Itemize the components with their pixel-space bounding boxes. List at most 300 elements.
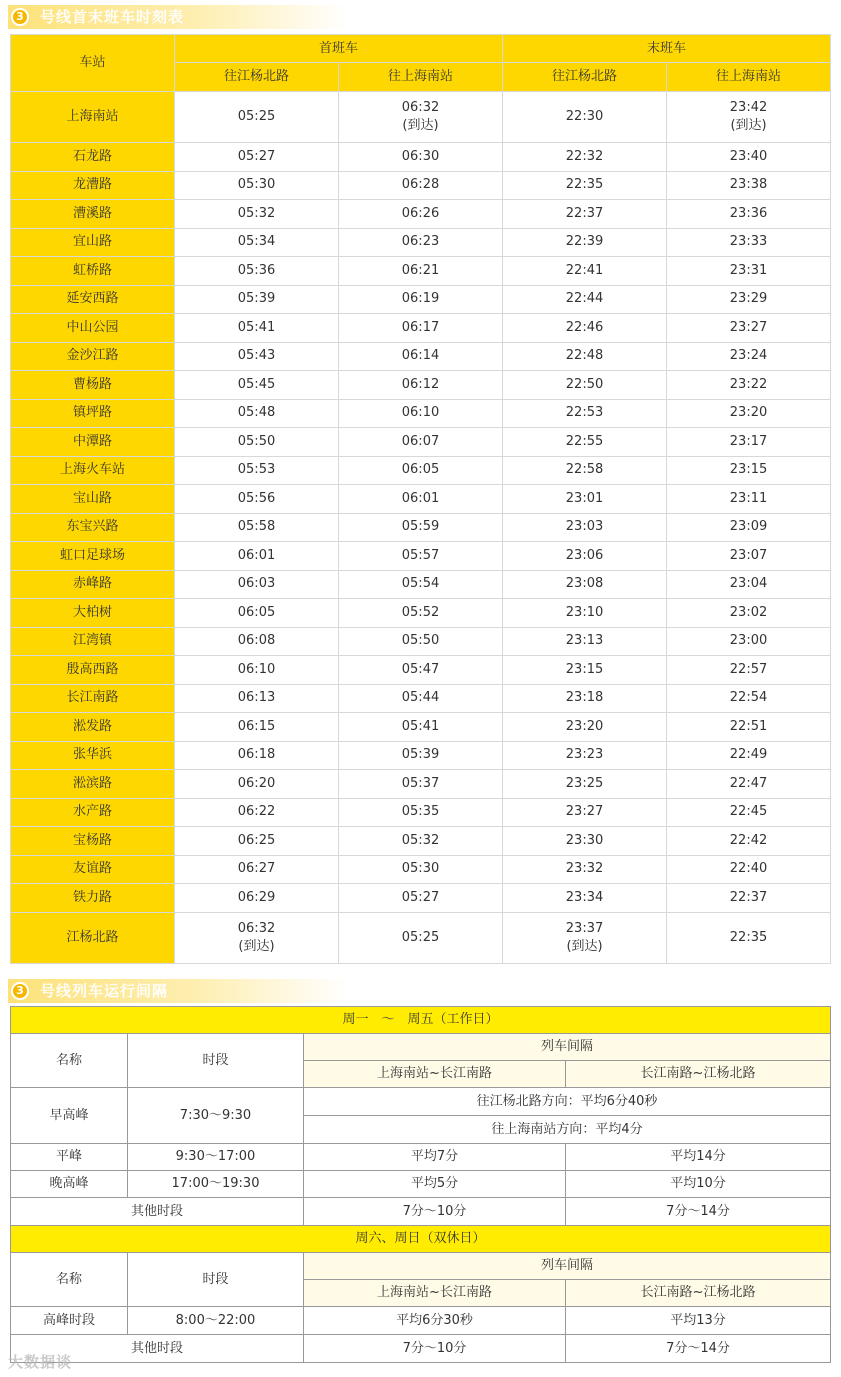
time-value: 23:15 xyxy=(565,661,604,677)
time-value: 23:40 xyxy=(729,148,768,164)
first-north-time xyxy=(175,285,339,314)
interval-section-title: 号线列车运行间隔 xyxy=(40,982,169,1000)
last-north-time xyxy=(503,171,667,200)
last-north-time xyxy=(503,684,667,713)
last-north-time xyxy=(503,656,667,685)
first-north-time xyxy=(175,741,339,770)
last-north-time xyxy=(503,599,667,628)
first-south-time xyxy=(339,456,503,485)
time-value: 22:40 xyxy=(729,861,768,877)
weekend-other-b: 7分～14分 xyxy=(566,1335,831,1363)
table-row xyxy=(11,884,831,913)
table-row xyxy=(11,912,831,963)
last-south-time xyxy=(667,855,831,884)
last-south-time xyxy=(667,485,831,514)
weekend-other-name: 其他时段 xyxy=(11,1335,304,1363)
line-number-badge: 3 xyxy=(11,8,29,26)
weekend-other-a: 7分～10分 xyxy=(304,1335,566,1363)
time-value: 23:01 xyxy=(565,490,604,506)
off-peak-name: 平峰 xyxy=(11,1144,128,1171)
time-value: 05:44 xyxy=(401,690,440,706)
time-value: 22:39 xyxy=(565,234,604,250)
last-north-time xyxy=(503,92,667,143)
time-value: 06:19 xyxy=(401,291,440,307)
station-name: 镇坪路 xyxy=(11,399,175,428)
arrival-note: (到达) xyxy=(238,938,275,954)
time-value: 23:02 xyxy=(729,604,768,620)
weekend-peak-a: 平均6分30秒 xyxy=(304,1307,566,1335)
time-value: 06:13 xyxy=(237,690,276,706)
morning-peak-dir1: 往江杨北路方向：平均6分40秒 xyxy=(304,1088,831,1116)
time-value: 22:45 xyxy=(729,804,768,820)
station-name: 张华浜 xyxy=(11,741,175,770)
first-north-time xyxy=(175,92,339,143)
first-south-time xyxy=(339,371,503,400)
first-south-time xyxy=(339,827,503,856)
time-value: 22:47 xyxy=(729,775,768,791)
time-value: 23:31 xyxy=(729,262,768,278)
time-value: 23:38 xyxy=(729,177,768,193)
last-north-time xyxy=(503,399,667,428)
station-name: 宝山路 xyxy=(11,485,175,514)
last-south-time xyxy=(667,371,831,400)
interval-section-header xyxy=(8,979,348,1003)
last-south-time xyxy=(667,257,831,286)
first-north-time xyxy=(175,228,339,257)
last-north-time xyxy=(503,627,667,656)
time-value: 23:09 xyxy=(729,519,768,535)
station-name: 水产路 xyxy=(11,798,175,827)
time-value: 23:06 xyxy=(565,547,604,563)
time-value: 05:37 xyxy=(401,775,440,791)
first-north-time xyxy=(175,143,339,172)
last-south-time xyxy=(667,92,831,143)
weekday-band: 周一 ～ 周五（工作日） xyxy=(11,1007,831,1034)
last-train-header: 末班车 xyxy=(503,35,831,63)
last-south-time xyxy=(667,171,831,200)
time-value: 06:28 xyxy=(401,177,440,193)
segment-a-header: 上海南站~长江南路 xyxy=(304,1280,566,1307)
weekend-peak-time: 8:00～22:00 xyxy=(128,1307,304,1335)
last-north-time xyxy=(503,912,667,963)
first-north-time xyxy=(175,342,339,371)
time-value: 05:25 xyxy=(237,109,276,124)
first-north-time xyxy=(175,570,339,599)
time-value: 06:23 xyxy=(401,234,440,250)
station-name: 铁力路 xyxy=(11,884,175,913)
first-south-time xyxy=(339,884,503,913)
first-south-time xyxy=(339,399,503,428)
timetable-body xyxy=(11,92,831,964)
time-value: 22:32 xyxy=(565,148,604,164)
name-header: 名称 xyxy=(11,1253,128,1307)
time-value: 23:27 xyxy=(729,319,768,335)
timetable-section-header xyxy=(8,5,348,29)
station-name: 中潭路 xyxy=(11,428,175,457)
table-row xyxy=(11,684,831,713)
interval-header: 列车间隔 xyxy=(304,1253,831,1280)
time-value: 05:48 xyxy=(237,405,276,421)
time-value: 05:41 xyxy=(237,319,276,335)
table-row xyxy=(11,741,831,770)
first-train-to-shanghai-south-header: 往上海南站 xyxy=(339,63,503,92)
time-value: 23:37 xyxy=(565,920,604,936)
station-name: 延安西路 xyxy=(11,285,175,314)
time-value: 05:41 xyxy=(401,718,440,734)
time-value: 06:25 xyxy=(237,832,276,848)
last-south-time xyxy=(667,570,831,599)
table-row xyxy=(11,827,831,856)
station-name: 赤峰路 xyxy=(11,570,175,599)
station-name: 虹桥路 xyxy=(11,257,175,286)
first-north-time xyxy=(175,371,339,400)
time-value: 05:50 xyxy=(237,433,276,449)
time-value: 23:30 xyxy=(565,832,604,848)
first-north-time xyxy=(175,798,339,827)
time-value: 23:15 xyxy=(729,462,768,478)
time-value: 06:20 xyxy=(237,775,276,791)
first-south-time xyxy=(339,513,503,542)
time-value: 22:46 xyxy=(565,319,604,335)
time-value: 06:32 xyxy=(237,920,276,936)
time-value: 22:51 xyxy=(729,718,768,734)
time-value: 22:53 xyxy=(565,405,604,421)
table-row xyxy=(11,570,831,599)
time-value: 22:37 xyxy=(729,889,768,905)
time-value: 23:13 xyxy=(565,633,604,649)
time-value: 06:01 xyxy=(401,490,440,506)
station-name: 江湾镇 xyxy=(11,627,175,656)
table-row xyxy=(11,485,831,514)
morning-peak-name: 早高峰 xyxy=(11,1088,128,1144)
time-value: 06:05 xyxy=(237,604,276,620)
time-value: 23:10 xyxy=(565,604,604,620)
table-row xyxy=(11,342,831,371)
first-south-time xyxy=(339,627,503,656)
weekend-peak-b: 平均13分 xyxy=(566,1307,831,1335)
first-north-time xyxy=(175,770,339,799)
time-value: 06:27 xyxy=(237,861,276,877)
last-south-time xyxy=(667,399,831,428)
time-value: 05:54 xyxy=(401,576,440,592)
first-south-time xyxy=(339,228,503,257)
time-value: 06:22 xyxy=(237,804,276,820)
segment-b-header: 长江南路~江杨北路 xyxy=(566,1061,831,1088)
weekend-band: 周六、周日（双休日） xyxy=(11,1226,831,1253)
time-value: 23:36 xyxy=(729,205,768,221)
station-name: 殷高西路 xyxy=(11,656,175,685)
time-value: 06:03 xyxy=(237,576,276,592)
period-header: 时段 xyxy=(128,1253,304,1307)
time-value: 05:27 xyxy=(401,889,440,905)
time-value: 23:11 xyxy=(729,490,768,506)
time-value: 05:35 xyxy=(401,804,440,820)
last-south-time xyxy=(667,228,831,257)
time-value: 06:17 xyxy=(401,319,440,335)
time-value: 23:29 xyxy=(729,291,768,307)
last-north-time xyxy=(503,342,667,371)
last-south-time xyxy=(667,513,831,542)
time-value: 06:01 xyxy=(237,547,276,563)
time-value: 06:29 xyxy=(237,889,276,905)
time-value: 22:49 xyxy=(729,747,768,763)
first-south-time xyxy=(339,741,503,770)
first-south-time xyxy=(339,257,503,286)
last-south-time xyxy=(667,342,831,371)
station-name: 中山公园 xyxy=(11,314,175,343)
time-value: 05:39 xyxy=(401,747,440,763)
time-value: 22:35 xyxy=(729,929,768,945)
first-south-time xyxy=(339,143,503,172)
time-value: 05:58 xyxy=(237,519,276,535)
table-row xyxy=(11,627,831,656)
last-north-time xyxy=(503,143,667,172)
last-north-time xyxy=(503,228,667,257)
station-name: 宜山路 xyxy=(11,228,175,257)
time-value: 06:14 xyxy=(401,348,440,364)
time-value: 05:56 xyxy=(237,490,276,506)
last-train-to-shanghai-south-header: 往上海南站 xyxy=(667,63,831,92)
segment-a-header: 上海南站~长江南路 xyxy=(304,1061,566,1088)
last-south-time xyxy=(667,314,831,343)
time-value: 22:35 xyxy=(565,177,604,193)
weekend-peak-name: 高峰时段 xyxy=(11,1307,128,1335)
table-row xyxy=(11,171,831,200)
first-north-time xyxy=(175,627,339,656)
table-row xyxy=(11,314,831,343)
morning-peak-dir2: 往上海南站方向：平均4分 xyxy=(304,1116,831,1144)
first-south-time xyxy=(339,855,503,884)
time-value: 22:57 xyxy=(729,661,768,677)
time-value: 05:45 xyxy=(237,376,276,392)
last-south-time xyxy=(667,798,831,827)
time-value: 05:36 xyxy=(237,262,276,278)
off-peak-b: 平均14分 xyxy=(566,1144,831,1171)
time-value: 23:17 xyxy=(729,433,768,449)
station-name: 上海火车站 xyxy=(11,456,175,485)
time-value: 06:18 xyxy=(237,747,276,763)
time-value: 05:59 xyxy=(401,519,440,535)
time-value: 05:47 xyxy=(401,661,440,677)
table-row xyxy=(11,200,831,229)
last-south-time xyxy=(667,428,831,457)
last-north-time xyxy=(503,371,667,400)
station-name: 淞发路 xyxy=(11,713,175,742)
first-south-time xyxy=(339,599,503,628)
last-north-time xyxy=(503,570,667,599)
time-value: 23:08 xyxy=(565,576,604,592)
evening-peak-a: 平均5分 xyxy=(304,1171,566,1198)
first-north-time xyxy=(175,171,339,200)
station-name: 石龙路 xyxy=(11,143,175,172)
first-south-time xyxy=(339,171,503,200)
station-name: 江杨北路 xyxy=(11,912,175,963)
last-north-time xyxy=(503,314,667,343)
station-name: 宝杨路 xyxy=(11,827,175,856)
first-north-time xyxy=(175,399,339,428)
name-header: 名称 xyxy=(11,1034,128,1088)
station-name: 东宝兴路 xyxy=(11,513,175,542)
first-north-time xyxy=(175,314,339,343)
station-name: 曹杨路 xyxy=(11,371,175,400)
time-value: 06:10 xyxy=(401,405,440,421)
time-value: 05:39 xyxy=(237,291,276,307)
time-value: 22:30 xyxy=(565,109,604,124)
last-north-time xyxy=(503,542,667,571)
table-row xyxy=(11,798,831,827)
table-row xyxy=(11,770,831,799)
last-north-time xyxy=(503,285,667,314)
time-value: 05:25 xyxy=(401,929,440,945)
time-value: 22:50 xyxy=(565,376,604,392)
last-south-time xyxy=(667,656,831,685)
time-value: 22:44 xyxy=(565,291,604,307)
last-north-time xyxy=(503,485,667,514)
weekday-other-b: 7分～14分 xyxy=(566,1198,831,1226)
first-north-time xyxy=(175,656,339,685)
time-value: 05:27 xyxy=(237,148,276,164)
first-south-time xyxy=(339,428,503,457)
first-south-time xyxy=(339,485,503,514)
first-south-time xyxy=(339,912,503,963)
first-north-time xyxy=(175,827,339,856)
table-row xyxy=(11,143,831,172)
last-north-time xyxy=(503,428,667,457)
time-value: 23:07 xyxy=(729,547,768,563)
station-name: 上海南站 xyxy=(11,92,175,143)
first-north-time xyxy=(175,542,339,571)
first-south-time xyxy=(339,200,503,229)
time-value: 23:32 xyxy=(565,861,604,877)
segment-b-header: 长江南路~江杨北路 xyxy=(566,1280,831,1307)
watermark: 大数据谈 xyxy=(8,1353,73,1371)
table-row xyxy=(11,92,831,143)
time-value: 22:58 xyxy=(565,462,604,478)
station-name: 淞滨路 xyxy=(11,770,175,799)
time-value: 06:08 xyxy=(237,633,276,649)
train-interval-table xyxy=(10,1006,831,1363)
first-south-time xyxy=(339,684,503,713)
first-north-time xyxy=(175,428,339,457)
time-value: 06:32 xyxy=(401,100,440,115)
first-north-time xyxy=(175,257,339,286)
station-name: 虹口足球场 xyxy=(11,542,175,571)
last-north-time xyxy=(503,798,667,827)
last-south-time xyxy=(667,599,831,628)
last-south-time xyxy=(667,741,831,770)
last-north-time xyxy=(503,884,667,913)
first-north-time xyxy=(175,200,339,229)
first-north-time xyxy=(175,855,339,884)
table-row xyxy=(11,513,831,542)
time-value: 06:15 xyxy=(237,718,276,734)
station-name: 长江南路 xyxy=(11,684,175,713)
table-row xyxy=(11,855,831,884)
arrival-note: (到达) xyxy=(566,938,603,954)
time-value: 22:42 xyxy=(729,832,768,848)
last-south-time xyxy=(667,456,831,485)
last-south-time xyxy=(667,200,831,229)
table-row xyxy=(11,399,831,428)
first-north-time xyxy=(175,485,339,514)
last-north-time xyxy=(503,713,667,742)
first-south-time xyxy=(339,92,503,143)
first-south-time xyxy=(339,798,503,827)
first-north-time xyxy=(175,513,339,542)
time-value: 22:55 xyxy=(565,433,604,449)
time-value: 23:25 xyxy=(565,775,604,791)
time-value: 22:41 xyxy=(565,262,604,278)
station-name: 金沙江路 xyxy=(11,342,175,371)
line-number-badge: 3 xyxy=(11,982,29,1000)
arrival-note: (到达) xyxy=(730,118,767,133)
last-south-time xyxy=(667,684,831,713)
last-north-time xyxy=(503,456,667,485)
time-value: 05:57 xyxy=(401,547,440,563)
time-value: 05:52 xyxy=(401,604,440,620)
last-south-time xyxy=(667,827,831,856)
time-value: 22:48 xyxy=(565,348,604,364)
first-train-to-jiangyang-header: 往江杨北路 xyxy=(175,63,339,92)
last-south-time xyxy=(667,713,831,742)
time-value: 06:10 xyxy=(237,661,276,677)
time-value: 23:20 xyxy=(565,718,604,734)
time-value: 06:05 xyxy=(401,462,440,478)
table-row xyxy=(11,542,831,571)
first-south-time xyxy=(339,770,503,799)
last-south-time xyxy=(667,627,831,656)
arrival-note: (到达) xyxy=(402,118,439,133)
last-south-time xyxy=(667,542,831,571)
first-train-header: 首班车 xyxy=(175,35,503,63)
time-value: 23:27 xyxy=(565,804,604,820)
time-value: 23:22 xyxy=(729,376,768,392)
time-value: 05:30 xyxy=(237,177,276,193)
last-north-time xyxy=(503,200,667,229)
first-north-time xyxy=(175,912,339,963)
first-south-time xyxy=(339,542,503,571)
last-south-time xyxy=(667,884,831,913)
table-row xyxy=(11,257,831,286)
table-row xyxy=(11,456,831,485)
station-column-header: 车站 xyxy=(11,35,175,92)
weekday-other-name: 其他时段 xyxy=(11,1198,304,1226)
last-north-time xyxy=(503,513,667,542)
time-value: 23:23 xyxy=(565,747,604,763)
time-value: 05:53 xyxy=(237,462,276,478)
station-name: 龙漕路 xyxy=(11,171,175,200)
table-row xyxy=(11,428,831,457)
time-value: 06:26 xyxy=(401,205,440,221)
last-north-time xyxy=(503,257,667,286)
time-value: 23:33 xyxy=(729,234,768,250)
table-row xyxy=(11,656,831,685)
last-north-time xyxy=(503,827,667,856)
period-header: 时段 xyxy=(128,1034,304,1088)
time-value: 06:21 xyxy=(401,262,440,278)
first-north-time xyxy=(175,684,339,713)
table-row xyxy=(11,285,831,314)
time-value: 05:30 xyxy=(401,861,440,877)
first-south-time xyxy=(339,314,503,343)
station-name: 友谊路 xyxy=(11,855,175,884)
evening-peak-b: 平均10分 xyxy=(566,1171,831,1198)
time-value: 23:20 xyxy=(729,405,768,421)
time-value: 23:34 xyxy=(565,889,604,905)
time-value: 22:37 xyxy=(565,205,604,221)
time-value: 23:04 xyxy=(729,576,768,592)
first-north-time xyxy=(175,713,339,742)
